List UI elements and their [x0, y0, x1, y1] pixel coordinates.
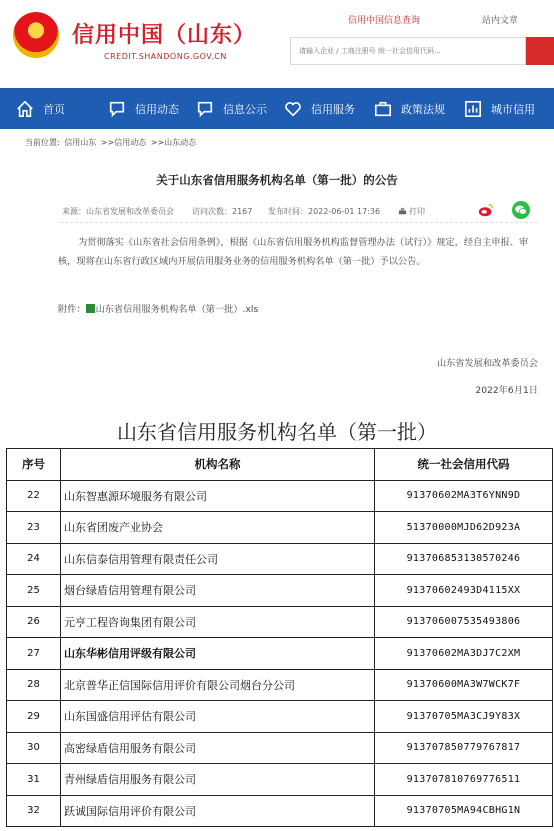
- nav-item-policies[interactable]: [374, 88, 445, 129]
- row-credit-code: 91370705MA94CBHG1N: [375, 795, 553, 827]
- table-row: [7, 575, 553, 607]
- row-credit-code: 91370602MA3DJ7C2XM: [375, 638, 553, 670]
- row-index: 25: [7, 575, 61, 607]
- org-table: [6, 448, 553, 827]
- nav-item-credit-services[interactable]: [284, 88, 355, 129]
- table-row: [7, 512, 553, 544]
- row-credit-code: 91370600MA3W7WCK7F: [375, 669, 553, 701]
- org-list-sheet: [0, 406, 554, 831]
- row-org-name: 山东信泰信用管理有限责任公司: [61, 543, 375, 575]
- row-org-name: 北京普华正信国际信用评价有限公司烟台分公司: [61, 669, 375, 701]
- home-icon: [16, 100, 34, 118]
- article-source: 来源：山东省发展和改革委员会: [62, 207, 174, 216]
- row-credit-code: 51370000MJD62D923A: [375, 512, 553, 544]
- nav-item-label: 信用服务: [311, 102, 355, 116]
- table-row: [7, 480, 553, 512]
- nav-item-city-credit[interactable]: [464, 88, 535, 129]
- row-org-name: 山东智惠源环境服务有限公司: [61, 480, 375, 512]
- row-index: 32: [7, 795, 61, 827]
- nav-item-label: 政策法规: [401, 102, 445, 116]
- signature-date: 2022年6月1日: [475, 385, 538, 396]
- nav-item-label: 首页: [43, 102, 65, 116]
- chat-icon: [108, 100, 126, 118]
- national-emblem-icon: [13, 12, 59, 58]
- credit-info-query-link[interactable]: 信用中国信息查询: [348, 16, 421, 26]
- excel-file-icon: [86, 304, 95, 313]
- row-org-name: 山东华彬信用评级有限公司: [61, 638, 375, 670]
- chart-icon: [464, 100, 482, 118]
- row-org-name: 元亨工程咨询集团有限公司: [61, 606, 375, 638]
- row-index: 29: [7, 701, 61, 733]
- print-label: 打印: [409, 207, 425, 216]
- row-index: 24: [7, 543, 61, 575]
- weibo-share-icon[interactable]: [477, 201, 495, 219]
- printer-icon: [398, 207, 407, 216]
- breadcrumb-link-news[interactable]: >>信用动态: [100, 138, 147, 147]
- heart-icon: [284, 100, 302, 118]
- table-header-row: [7, 449, 553, 481]
- row-index: 22: [7, 480, 61, 512]
- breadcrumb-link-shandong[interactable]: >>山东动态: [150, 138, 197, 147]
- signature-org: 山东省发展和改革委员会: [436, 358, 538, 369]
- list-title: 山东省信用服务机构名单（第一批）: [117, 420, 437, 444]
- breadcrumb-link-home[interactable]: 信用山东: [64, 138, 97, 147]
- table-row: [7, 701, 553, 733]
- nav-item-label: 信用动态: [135, 102, 179, 116]
- site-header: [0, 0, 554, 88]
- table-row: [7, 543, 553, 575]
- table-row: [7, 732, 553, 764]
- article-body: 为贯彻落实《山东省社会信用条例》，根据《山东省信用服务机构监督管理办法（试行）》规定，经自主申报、审核，现将在山东省行政区域内开展信用服务业务的信用服务机构名单（第一批）予以公告。: [58, 237, 529, 267]
- attachment-label: 附件：: [58, 304, 86, 315]
- site-title[interactable]: 信用中国（山东）: [72, 23, 257, 48]
- meta-divider: [60, 222, 538, 223]
- site-url: CREDIT.SHANDONG.GOV.CN: [104, 52, 227, 61]
- row-org-name: 山东省团废产业协会: [61, 512, 375, 544]
- table-row: [7, 669, 553, 701]
- col-header-name: 机构名称: [61, 449, 375, 481]
- row-org-name: 烟台绿盾信用管理有限公司: [61, 575, 375, 607]
- row-index: 23: [7, 512, 61, 544]
- row-org-name: 青州绿盾信用服务有限公司: [61, 764, 375, 796]
- row-credit-code: 913707810769776511: [375, 764, 553, 796]
- row-credit-code: 91370705MA3CJ9Y83X: [375, 701, 553, 733]
- wechat-share-icon[interactable]: [512, 201, 530, 219]
- main-nav: [0, 88, 554, 129]
- table-row: [7, 638, 553, 670]
- nav-item-label: 信息公示: [223, 102, 267, 116]
- search-button[interactable]: [526, 37, 554, 65]
- row-index: 27: [7, 638, 61, 670]
- col-header-index: 序号: [7, 449, 61, 481]
- breadcrumb: [25, 137, 198, 148]
- row-index: 31: [7, 764, 61, 796]
- table-row: [7, 606, 553, 638]
- row-org-name: 高密绿盾信用服务有限公司: [61, 732, 375, 764]
- row-index: 26: [7, 606, 61, 638]
- row-credit-code: 91370602493D4115XX: [375, 575, 553, 607]
- article-views: 访问次数：2167: [192, 207, 253, 216]
- row-credit-code: 913707850779767817: [375, 732, 553, 764]
- col-header-code: 统一社会信用代码: [375, 449, 553, 481]
- print-button[interactable]: [398, 206, 425, 217]
- attachment-link[interactable]: 山东省信用服务机构名单（第一批）.xls: [95, 304, 259, 315]
- row-credit-code: 91370602MA3T6YNN9D: [375, 480, 553, 512]
- row-credit-code: 913706007535493806: [375, 606, 553, 638]
- search-input[interactable]: [290, 37, 526, 65]
- chat-icon: [196, 100, 214, 118]
- article-date: 发布时间：2022-06-01 17:36: [268, 207, 381, 216]
- row-index: 30: [7, 732, 61, 764]
- attachment: [58, 301, 258, 315]
- row-org-name: 跃诚国际信用评价有限公司: [61, 795, 375, 827]
- breadcrumb-prefix: 当前位置:: [25, 138, 60, 147]
- nav-item-home[interactable]: [16, 88, 65, 129]
- row-credit-code: 913706853130570246: [375, 543, 553, 575]
- row-org-name: 山东国盛信用评估有限公司: [61, 701, 375, 733]
- article-title: 关于山东省信用服务机构名单（第一批）的公告: [156, 173, 398, 187]
- table-row: [7, 764, 553, 796]
- nav-item-credit-news[interactable]: [108, 88, 179, 129]
- row-index: 28: [7, 669, 61, 701]
- nav-item-public-info[interactable]: [196, 88, 267, 129]
- table-row: [7, 795, 553, 827]
- nav-item-label: 城市信用: [491, 102, 535, 116]
- briefcase-icon: [374, 100, 392, 118]
- site-articles-link[interactable]: 站内文章: [482, 16, 519, 26]
